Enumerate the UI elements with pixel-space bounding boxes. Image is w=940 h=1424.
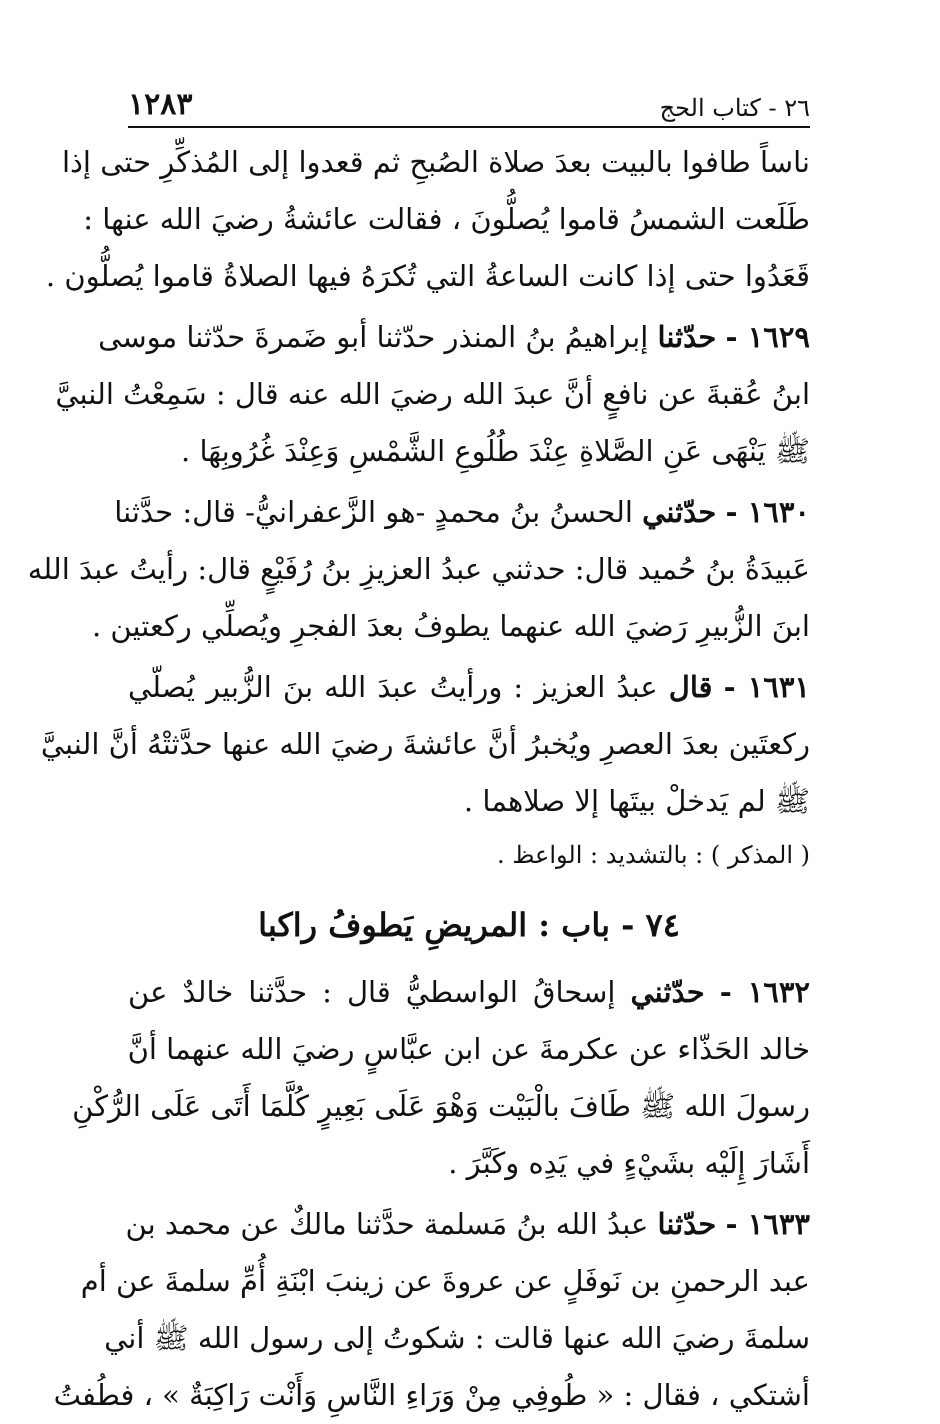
hadith-number: ١٦٢٩ - bbox=[725, 320, 810, 354]
text-line: خالد الحَذّاء عن عكرمةَ عن ابن عبَّاسٍ رضيَ الله عنهما أنَّ bbox=[127, 1032, 810, 1066]
hadith-first-line bbox=[98, 309, 810, 366]
hadith-first-line bbox=[128, 964, 810, 1021]
narration-lead: حدّثنا bbox=[657, 1207, 717, 1241]
book-page bbox=[27, 72, 811, 1424]
narration-lead: حدّثني bbox=[642, 495, 717, 529]
hadith-number: ١٦٣١ - bbox=[723, 670, 810, 704]
text-run: عبدُ العزيز : ورأيتُ عبدَ الله بنَ الزُّبير يُصلّي bbox=[128, 670, 658, 704]
hadith-1632 bbox=[72, 964, 811, 1192]
paragraph-continued bbox=[45, 134, 810, 305]
text-line: طَلَعت الشمسُ قاموا يُصلُّونَ ، فقالت عائشةُ رضيَ الله عنها : bbox=[83, 202, 810, 236]
narration-lead: حدّثنا bbox=[657, 320, 717, 354]
footnote: ( المذكر ) : بالتشديد : الواعظ . bbox=[496, 841, 810, 869]
text-line: أشتكي ، فقال : « طُوفِي مِنْ وَرَاءِ النَّاسِ وَأَنْت رَاكِبَةٌ » ، فطُفتُ bbox=[53, 1378, 810, 1412]
hadith-number: ١٦٣٠ - bbox=[725, 495, 810, 529]
text-line: ركعتَين بعدَ العصرِ ويُخبرُ أنَّ عائشةَ رضيَ الله عنها حدَّثتْهُ أنَّ النبيَّ bbox=[40, 727, 810, 761]
hadith-number: ١٦٣٢ - bbox=[719, 975, 811, 1009]
hadith-number: ١٦٣٣ - bbox=[725, 1207, 810, 1241]
page-header bbox=[128, 72, 810, 128]
text-line: ﷺ يَنْهَى عَنِ الصَّلاةِ عِنْدَ طُلُوعِ الشَّمْسِ وَعِنْدَ غُرُوبِهَا . bbox=[181, 434, 810, 468]
text-line: أَشَارَ إِلَيْه بشَيْءٍ في يَدِه وكَبَّرَ . bbox=[448, 1146, 810, 1180]
narration-lead: قال bbox=[668, 670, 713, 704]
hadith-1631 bbox=[40, 659, 810, 830]
text-run: إسحاقُ الواسطيُّ قال : حدَّثنا خالدٌ عن bbox=[128, 975, 616, 1009]
text-line: عَبيدَةُ بنُ حُميد قال: حدثني عبدُ العزيزِ بنُ رُفَيْعٍ قال: رأيتُ عبدَ الله bbox=[27, 552, 810, 586]
text-line: ابنُ عُقبةَ عن نافعٍ أنَّ عبدَ الله رضيَ الله عنه قال : سَمِعْتُ النبيَّ bbox=[55, 377, 810, 411]
text-run: الحسنُ بنُ محمدٍ -هو الزَّعفرانيُّ- قال: حدَّثنا bbox=[114, 495, 633, 529]
text-line: رسولَ الله ﷺ طَافَ بالْبَيْت وَهْوَ عَلَى بَعِيرٍ كُلَّمَا أَتَى عَلَى الرُّكْنِ bbox=[72, 1089, 810, 1123]
text-line: ﷺ لم يَدخلْ بيتَها إلا صلاهما . bbox=[463, 784, 810, 818]
text-line: عبد الرحمنِ بن نَوفَلٍ عن عروةَ عن زينبَ ابْنَةِ أُمِّ سلمةَ عن أم bbox=[80, 1264, 810, 1298]
text-line: سلمةَ رضيَ الله عنها قالت : شكوتُ إلى رسول الله ﷺ أني bbox=[104, 1321, 810, 1355]
text-run: عبدُ الله بنُ مَسلمة حدَّثنا مالكٌ عن محمد بن bbox=[125, 1207, 649, 1241]
hadith-first-line bbox=[114, 484, 810, 541]
hadith-first-line bbox=[128, 659, 810, 716]
hadith-first-line bbox=[125, 1196, 810, 1253]
narration-lead: حدّثني bbox=[630, 975, 705, 1009]
text-run: إبراهيمُ بنُ المنذر حدّثنا أبو ضَمرةَ حدّثنا موسى bbox=[98, 320, 649, 354]
text-line: قَعَدُوا حتى إذا كانت الساعةُ التي تُكرَهُ فيها الصلاةُ قاموا يُصلُّون . bbox=[45, 259, 810, 293]
page-number: ١٢٨٣ bbox=[128, 87, 193, 122]
text-line: ناساً طافوا بالبيت بعدَ صلاة الصُبحِ ثم قعدوا إلى المُذكِّرِ حتى إذا bbox=[61, 145, 810, 179]
hadith-1630 bbox=[27, 484, 810, 655]
chapter-label: ٢٦ - كتاب الحج bbox=[659, 94, 810, 122]
hadith-1633 bbox=[53, 1196, 810, 1424]
chapter-heading: ٧٤ - باب : المريضِ يَطوفُ راكبا bbox=[258, 906, 680, 944]
hadith-1629 bbox=[55, 309, 810, 480]
text-line: ابنَ الزُّبيرِ رَضيَ الله عنهما يطوفُ بعدَ الفجرِ ويُصلِّي ركعتين . bbox=[91, 609, 810, 643]
